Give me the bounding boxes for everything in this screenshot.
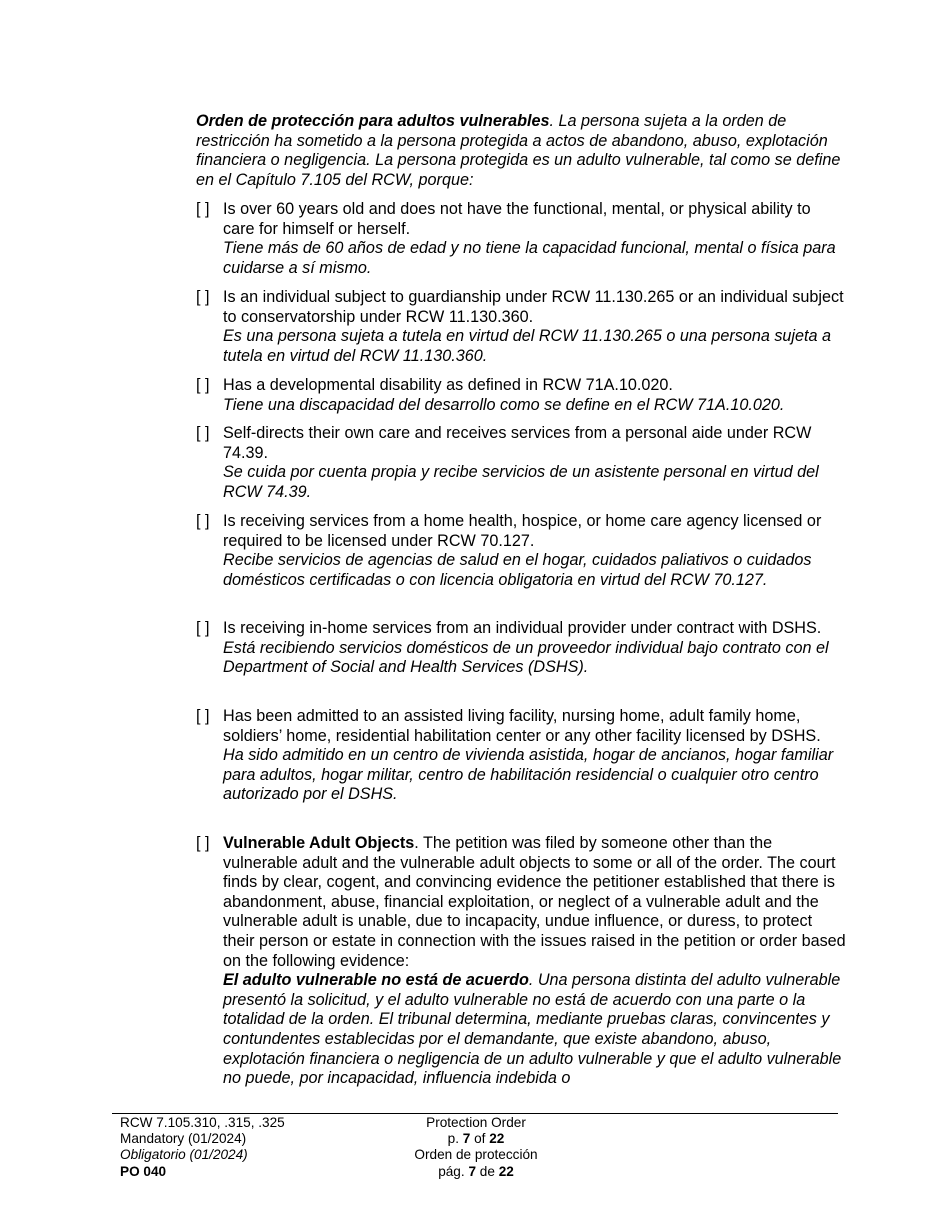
footer-rcw: RCW 7.105.310, .315, .325 (120, 1115, 285, 1130)
checkbox-item-guardianship (196, 288, 846, 366)
item-text-en: Is an individual subject to guardianship under RCW 11.130.265 or an individual subject to conservatorship under RCW 11.130.360. (223, 288, 844, 326)
checkbox-item-home-health (196, 512, 846, 590)
item-text-es: Tiene más de 60 años de edad y no tiene la capacidad funcional, mental o física para cuidarse a sí mismo. (223, 239, 836, 277)
checkbox[interactable]: [ ] (196, 200, 210, 218)
footer-page-es (376, 1164, 576, 1180)
item-text-es (223, 971, 846, 1089)
checkbox-item-over-60 (196, 200, 846, 278)
footer-mandatory: Mandatory (01/2024) (120, 1131, 247, 1147)
item-text-en: Has a developmental disability as defined in RCW 71A.10.020. (223, 376, 673, 394)
item-text-es: Está recibiendo servicios domésticos de un proveedor individual bajo contrato con el Department of Social and Health Services (DSHS). (223, 638, 829, 677)
page-number: 7 (462, 1131, 471, 1147)
footer-obligatorio: Obligatorio (01/2024) (120, 1147, 248, 1163)
footer-title-en: Protection Order (426, 1115, 526, 1130)
item-text-es: Es una persona sujeta a tutela en virtud del RCW 11.130.265 o una persona sujeta a tutela en virtud del RCW 11.130.360. (223, 327, 832, 365)
footer-divider (112, 1113, 838, 1114)
item-text-en: Is over 60 years old and does not have the functional, mental, or physical ability to care for himself or herself. (223, 200, 811, 238)
footer-page-en (376, 1131, 576, 1147)
page-total: 22 (489, 1131, 505, 1147)
footer-form-number: PO 040 (120, 1163, 167, 1179)
page-of-en: of (474, 1131, 486, 1147)
intro-text: . La persona sujeta a la orden de restricción ha sometido a la persona protegida a actos de abandono, abuso, explotación financiera o negligencia. La persona protegida es un adulto vulnerable, tal como se define en el Capítulo 7.105 del RCW, porque: (196, 112, 841, 189)
checkbox-item-developmental-disability (196, 376, 846, 415)
page-prefix-en: p. (447, 1131, 459, 1147)
checkbox[interactable]: [ ] (196, 424, 210, 442)
item-title-es: El adulto vulnerable no está de acuerdo (223, 971, 529, 990)
page-of-es: de (479, 1163, 495, 1179)
checkbox[interactable]: [ ] (196, 834, 210, 852)
item-text-en: Self-directs their own care and receives services from a personal aide under RCW 74.39. (223, 424, 812, 462)
page-prefix-es: pág. (438, 1163, 465, 1179)
item-body-es: . Una persona distinta del adulto vulnerable presentó la solicitud, y el adulto vulnerable no está de acuerdo con una parte o la totalidad de la orden. El tribunal determina, mediante pruebas claras, convincentes y contundentes establecidas por el demandante, que existe abandono, abuso, explotación financiera o negligencia de un adulto vulnerable y que el adulto vulnerable no puede, por incapacidad, influencia indebida o (223, 971, 842, 1088)
item-text-es: Tiene una discapacidad del desarrollo como se define en el RCW 71A.10.020. (223, 395, 785, 414)
item-text-es: Recibe servicios de agencias de salud en el hogar, cuidados paliativos o cuidados domésticos certificadas o con licencia obligatoria en virtud del RCW 70.127. (223, 551, 812, 589)
checkbox-item-vulnerable-adult-objects (196, 834, 846, 1089)
checkbox[interactable]: [ ] (196, 376, 210, 394)
item-text-es: Se cuida por cuenta propia y recibe servicios de un asistente personal en virtud del RCW 74.39. (223, 463, 819, 501)
item-text-en: Is receiving in-home services from an individual provider under contract with DSHS. (223, 619, 822, 637)
checkbox[interactable]: [ ] (196, 707, 210, 725)
footer-title-es: Orden de protección (414, 1147, 538, 1163)
intro-title: Orden de protección para adultos vulnerables (196, 112, 550, 130)
item-text-en (223, 834, 846, 971)
footer-left (120, 1115, 340, 1180)
checkbox[interactable]: [ ] (196, 512, 210, 530)
checkbox-item-self-directs-care (196, 424, 846, 502)
checkbox[interactable]: [ ] (196, 288, 210, 306)
checkbox-item-facility (196, 707, 846, 805)
item-text-en: Is receiving services from a home health, hospice, or home care agency licensed or required to be licensed under RCW 70.127. (223, 512, 822, 550)
item-body-en: . The petition was filed by someone other than the vulnerable adult and the vulnerable adult objects to some or all of the order. The court finds by clear, cogent, and convincing evidence the petitioner established that there is abandonment, abuse, financial exploitation, or neglect of a vulnerable adult and the vulnerable adult is unable, due to incapacity, undue influence, or duress, to protect their person or estate in connection with the issues raised in the petition or order based on the following evidence: (223, 834, 846, 970)
intro-paragraph (196, 112, 846, 190)
page-number: 7 (468, 1163, 476, 1179)
checkbox-item-in-home-services (196, 619, 846, 678)
item-text-es: Ha sido admitido en un centro de vivienda asistida, hogar de ancianos, hogar familiar para adultos, hogar militar, centro de habilitación residencial o cualquier otro centro autorizado por el DSHS. (223, 746, 834, 804)
footer-center (376, 1115, 576, 1180)
checkbox[interactable]: [ ] (196, 619, 210, 637)
item-title-en: Vulnerable Adult Objects (223, 834, 415, 852)
item-text-en: Has been admitted to an assisted living facility, nursing home, adult family home, soldiers’ home, residential habilitation center or any other facility licensed by DSHS. (223, 707, 821, 745)
page-total: 22 (498, 1163, 514, 1179)
